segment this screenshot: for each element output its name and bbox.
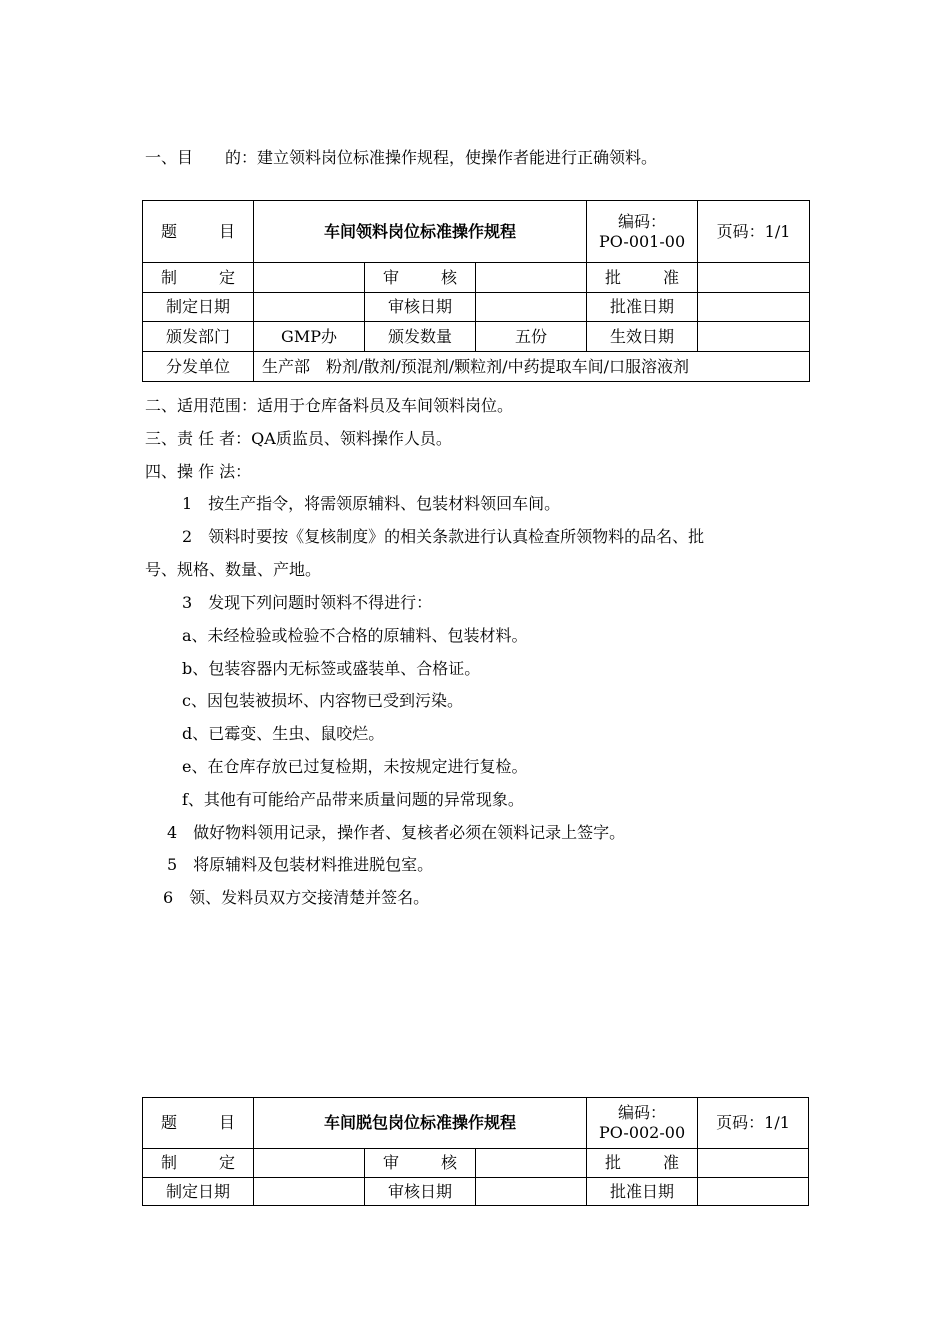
approved-date-label: 批准日期 xyxy=(587,1178,698,1206)
reviewed-date-value xyxy=(476,293,587,322)
document-title: 车间领料岗位标准操作规程 xyxy=(254,201,587,263)
purpose-text: 建立领料岗位标准操作规程，使操作者能进行正确领料。 xyxy=(257,148,658,167)
effective-date-value xyxy=(698,322,810,352)
step-3: 3 发现下列问题时领料不得进行： xyxy=(182,593,433,612)
reviewed-date-label: 审核日期 xyxy=(365,1178,476,1206)
issue-dept-label: 颁发部门 xyxy=(143,322,254,352)
code-value: PO-002-00 xyxy=(598,1123,686,1142)
step-5: 5 将原辅料及包装材料推进脱包室。 xyxy=(167,855,434,874)
purpose-line xyxy=(145,148,657,168)
purpose-label: 一、目 的： xyxy=(145,148,258,167)
responsible-line: 三、责 任 者：QA质监员、领料操作人员。 xyxy=(145,429,452,448)
step-2-line-1: 2 领料时要按《复核制度》的相关条款进行认真检查所领物料的品名、批 xyxy=(182,527,705,546)
item-c: c、因包装被损坏、内容物已受到污染。 xyxy=(182,691,463,710)
reviewed-by-label: 审 核 xyxy=(365,1149,476,1178)
reviewed-by-value xyxy=(476,1149,587,1178)
step-6: 6 领、发料员双方交接清楚并签名。 xyxy=(163,888,430,907)
issue-qty-value: 五份 xyxy=(476,322,587,352)
step-2-line-2: 号、规格、数量、产地。 xyxy=(145,560,322,579)
subject-label-cell: 题 目 xyxy=(143,201,254,263)
approved-date-label: 批准日期 xyxy=(587,293,698,322)
code-label: 编码： xyxy=(618,211,667,231)
prepared-by-value xyxy=(254,1149,365,1178)
method-heading: 四、操 作 法： xyxy=(145,462,252,481)
subject-label-cell: 题 目 xyxy=(143,1098,254,1149)
code-cell xyxy=(587,201,698,263)
sop-header-table-1 xyxy=(142,200,810,382)
code-cell xyxy=(587,1098,698,1149)
prepared-date-value xyxy=(254,1178,365,1206)
item-f: f、其他有可能给产品带来质量问题的异常现象。 xyxy=(182,790,524,809)
code-label: 编码： xyxy=(618,1103,667,1122)
item-d: d、已霉变、生虫、鼠咬烂。 xyxy=(182,724,385,743)
distribution-value: 生产部 粉剂/散剂/预混剂/颗粒剂/中药提取车间/口服溶液剂 xyxy=(254,352,810,382)
page-number: 页码：1/1 xyxy=(698,201,810,263)
item-e: e、在仓库存放已过复检期，未按规定进行复检。 xyxy=(182,757,528,776)
reviewed-date-value xyxy=(476,1178,587,1206)
page-number: 页码：1/1 xyxy=(698,1098,809,1149)
step-1: 1 按生产指令，将需领原辅料、包装材料领回车间。 xyxy=(182,494,561,513)
prepared-by-value xyxy=(254,263,365,293)
prepared-date-label: 制定日期 xyxy=(143,293,254,322)
scope-line: 二、适用范围：适用于仓库备料员及车间领料岗位。 xyxy=(145,396,514,415)
approved-by-label: 批 准 xyxy=(587,263,698,293)
prepared-date-value xyxy=(254,293,365,322)
approved-by-value xyxy=(698,1149,809,1178)
approved-by-label: 批 准 xyxy=(587,1149,698,1178)
approved-by-value xyxy=(698,263,810,293)
approved-date-value xyxy=(698,1178,809,1206)
issue-dept-value: GMP办 xyxy=(254,322,365,352)
prepared-date-label: 制定日期 xyxy=(143,1178,254,1206)
step-4: 4 做好物料领用记录，操作者、复核者必须在领料记录上签字。 xyxy=(167,823,626,842)
reviewed-date-label: 审核日期 xyxy=(365,293,476,322)
effective-date-label: 生效日期 xyxy=(587,322,698,352)
distribution-label: 分发单位 xyxy=(143,352,254,382)
reviewed-by-label: 审 核 xyxy=(365,263,476,293)
sop-header-table-2 xyxy=(142,1097,809,1206)
item-a: a、未经检验或检验不合格的原辅料、包装材料。 xyxy=(182,626,528,645)
document-title: 车间脱包岗位标准操作规程 xyxy=(254,1098,587,1149)
approved-date-value xyxy=(698,293,810,322)
code-value: PO-001-00 xyxy=(598,231,686,251)
prepared-by-label: 制 定 xyxy=(143,1149,254,1178)
issue-qty-label: 颁发数量 xyxy=(365,322,476,352)
prepared-by-label: 制 定 xyxy=(143,263,254,293)
reviewed-by-value xyxy=(476,263,587,293)
item-b: b、包装容器内无标签或盛装单、合格证。 xyxy=(182,659,481,678)
